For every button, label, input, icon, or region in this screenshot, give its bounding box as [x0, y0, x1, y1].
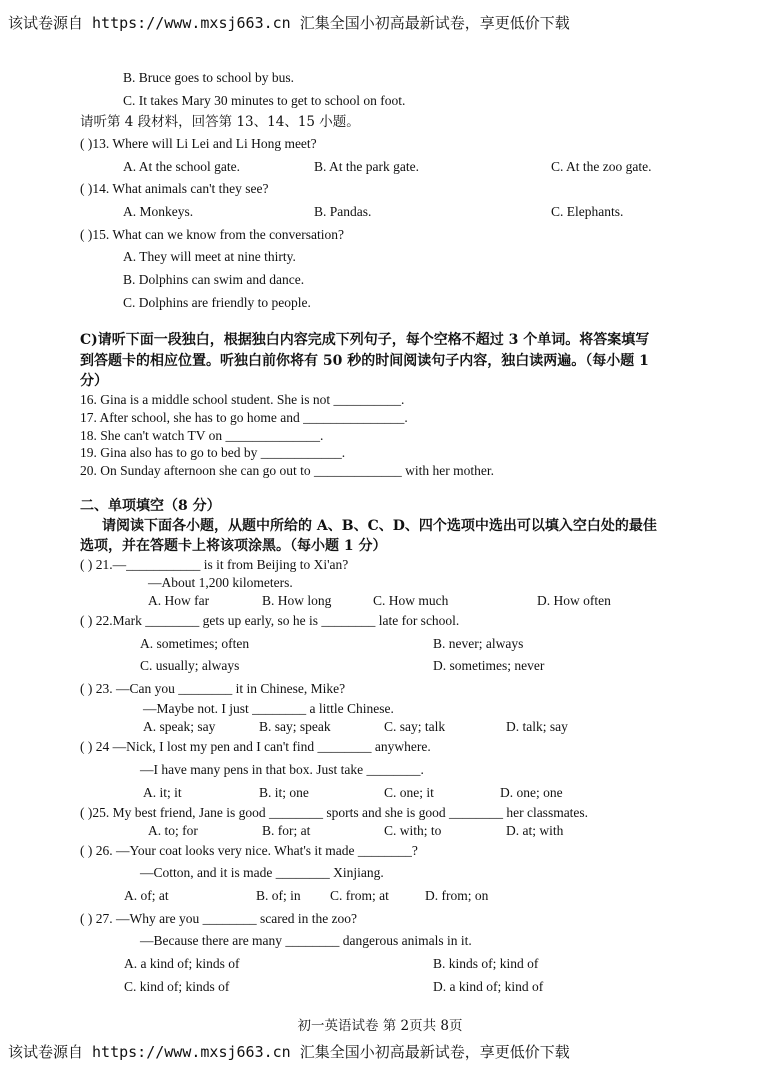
item-19: 19. Gina also has to go to bed by ____________.	[80, 445, 346, 460]
q22-option-b: B. never; always	[433, 636, 524, 651]
q26-option-b: B. of; in	[256, 888, 301, 903]
item-18: 18. She can't watch TV on ______________.	[80, 428, 324, 443]
watermark-bottom: 该试卷源自 https://www.mxsj663.cn 汇集全国小初高最新试卷，享更低价下载	[8, 1043, 570, 1061]
q21-option-c: C. How much	[373, 593, 449, 608]
q27-reply: —Because there are many ________ dangerous animals in it.	[140, 933, 472, 948]
watermark-top: 该试卷源自 https://www.mxsj663.cn 汇集全国小初高最新试卷，享更低价下载	[8, 14, 570, 32]
q26-reply: —Cotton, and it is made ________ Xinjiang.	[140, 865, 384, 880]
q26-option-a: A. of; at	[124, 888, 169, 903]
q24-option-a: A. it; it	[143, 785, 182, 800]
q27-option-d: D. a kind of; kind of	[433, 979, 544, 994]
page-footer: 初一英语试卷 第 2页共 8页	[297, 1018, 463, 1034]
section-c-instruction-3: 分）	[80, 373, 108, 389]
q13-option-b: B. At the park gate.	[314, 159, 419, 174]
q22-option-c: C. usually; always	[140, 658, 240, 673]
q23-option-b: B. say; speak	[259, 719, 331, 734]
q21-option-b: B. How long	[262, 593, 332, 608]
q24-option-d: D. one; one	[500, 785, 563, 800]
q26-stem: ( ) 26. —Your coat looks very nice. What's it made ________?	[80, 843, 418, 858]
q14-stem: ( )14. What animals can't they see?	[80, 181, 269, 196]
q15-option-b: B. Dolphins can swim and dance.	[123, 272, 305, 287]
part2-instruction-2: 选项，并在答题卡上将该项涂黑。（每小题 1 分）	[80, 538, 387, 554]
q25-option-d: D. at; with	[506, 823, 564, 838]
item-20: 20. On Sunday afternoon she can go out to _____________ with her mother.	[80, 463, 494, 478]
item-17: 17. After school, she has to go home and _______________.	[80, 410, 408, 425]
q24-option-c: C. one; it	[384, 785, 434, 800]
q27-option-a: A. a kind of; kinds of	[124, 956, 240, 971]
q27-option-b: B. kinds of; kind of	[433, 956, 539, 971]
q21-reply: —About 1,200 kilometers.	[148, 575, 293, 590]
q25-option-b: B. for; at	[262, 823, 311, 838]
section-c-instruction-2: 到答题卡的相应位置。听独白前你将有 50 秒的时间阅读句子内容，独白读两遍。（每小题 1	[80, 353, 649, 369]
q22-option-a: A. sometimes; often	[140, 636, 250, 651]
q26-option-d: D. from; on	[425, 888, 489, 903]
part2-instruction-1: 请阅读下面各小题，从题中所给的 A、B、C、D、四个选项中选出可以填入空白处的最佳	[102, 518, 657, 534]
section4-intro: 请听第 4 段材料，回答第 13、14、15 小题。	[80, 114, 360, 130]
q15-option-a: A. They will meet at nine thirty.	[123, 249, 296, 264]
q21-option-d: D. How often	[537, 593, 611, 608]
q22-stem: ( ) 22.Mark ________ gets up early, so he is ________ late for school.	[80, 613, 460, 628]
q24-option-b: B. it; one	[259, 785, 309, 800]
q15-option-c: C. Dolphins are friendly to people.	[123, 295, 311, 310]
q21-option-a: A. How far	[148, 593, 210, 608]
q23-reply: —Maybe not. I just ________ a little Chinese.	[143, 701, 394, 716]
q13-option-c: C. At the zoo gate.	[551, 159, 652, 174]
q13-option-a: A. At the school gate.	[123, 159, 240, 174]
q15-stem: ( )15. What can we know from the conversation?	[80, 227, 345, 242]
q12-option-c: C. It takes Mary 30 minutes to get to school on foot.	[123, 93, 406, 108]
q24-reply: —I have many pens in that box. Just take ________.	[140, 762, 424, 777]
item-16: 16. Gina is a middle school student. She is not __________.	[80, 392, 405, 407]
q23-option-d: D. talk; say	[506, 719, 568, 734]
q25-stem: ( )25. My best friend, Jane is good ________ sports and she is good ________ her classmates.	[80, 805, 589, 820]
q27-stem: ( ) 27. —Why are you ________ scared in the zoo?	[80, 911, 358, 926]
q24-stem: ( ) 24 —Nick, I lost my pen and I can't find ________ anywhere.	[80, 739, 431, 754]
q27-option-c: C. kind of; kinds of	[124, 979, 230, 994]
q14-option-a: A. Monkeys.	[123, 204, 194, 219]
q26-option-c: C. from; at	[330, 888, 389, 903]
section-c-instruction-1: C)请听下面一段独白，根据独白内容完成下列句子，每个空格不超过 3 个单词。将答案填写	[80, 332, 650, 348]
q25-option-a: A. to; for	[148, 823, 198, 838]
q14-option-c: C. Elephants.	[551, 204, 624, 219]
q13-stem: ( )13. Where will Li Lei and Li Hong meet?	[80, 136, 317, 151]
q21-stem: ( ) 21.—___________ is it from Beijing to Xi'an?	[80, 557, 349, 572]
q23-option-a: A. speak; say	[143, 719, 216, 734]
q12-option-b: B. Bruce goes to school by bus.	[123, 70, 294, 85]
q14-option-b: B. Pandas.	[314, 204, 372, 219]
q23-option-c: C. say; talk	[384, 719, 446, 734]
q25-option-c: C. with; to	[384, 823, 442, 838]
q23-stem: ( ) 23. —Can you ________ it in Chinese, Mike?	[80, 681, 346, 696]
q22-option-d: D. sometimes; never	[433, 658, 545, 673]
part2-title: 二、单项填空（8 分）	[80, 498, 221, 514]
